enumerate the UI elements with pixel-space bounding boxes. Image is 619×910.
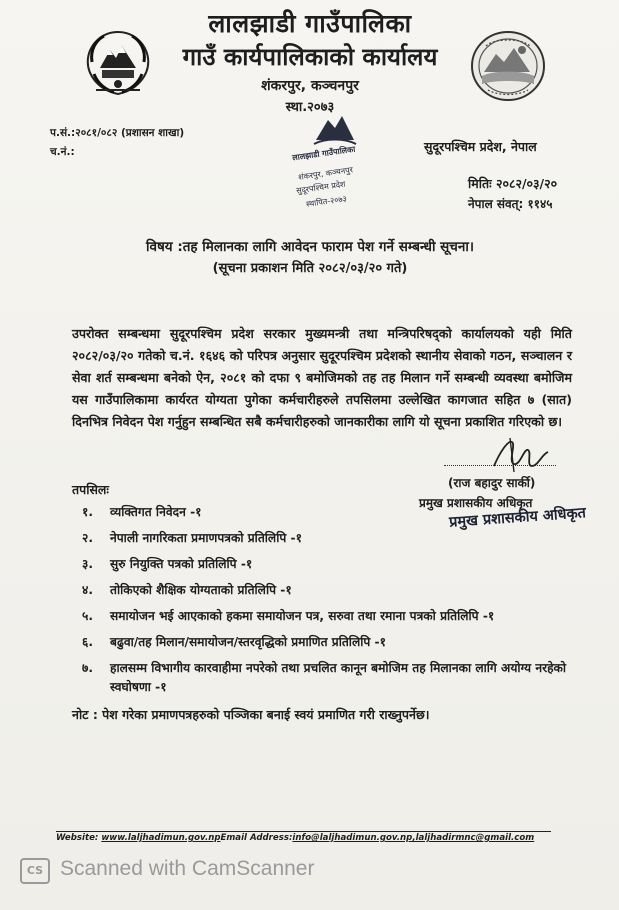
- item-number: ३.: [82, 557, 93, 571]
- tapasil-label: तपसिलः: [72, 482, 109, 497]
- stamp-line3: सुदूरपश्चिम प्रदेश: [295, 179, 346, 196]
- stamp-line2: शंकरपुर, कञ्चनपुर: [297, 165, 354, 182]
- office-name-line2: गाउँ कार्यपालिकाको कार्यालय: [182, 43, 438, 71]
- province-name: सुदूरपश्चिम प्रदेश, नेपाल: [424, 139, 537, 154]
- item-text: नेपाली नागरिकता प्रमाणपत्रको प्रतिलिपि -१: [110, 531, 302, 545]
- stamp-line1: लालझाडी गाउँपालिका: [291, 144, 356, 163]
- list-item: [82, 581, 572, 600]
- list-item: [82, 659, 572, 697]
- item-number: २.: [82, 531, 93, 545]
- item-number: ५.: [82, 609, 93, 623]
- email-label: Email Address:: [220, 833, 293, 843]
- list-item: [82, 607, 572, 626]
- established-year: स्था.२०७३: [285, 100, 335, 115]
- municipality-logo-icon: [468, 28, 548, 104]
- item-number: ६.: [82, 635, 93, 649]
- document-list: [82, 503, 572, 704]
- website-link[interactable]: www.laljhadimun.gov.np: [101, 833, 221, 843]
- footer-divider: [56, 831, 551, 832]
- list-item: [82, 503, 572, 522]
- publish-date: (सूचना प्रकाशन मिति २०८२/०३/२० गते): [212, 261, 408, 276]
- list-item: [82, 529, 572, 548]
- notice-body: उपरोक्त सम्बन्धमा सुदूरपश्चिम प्रदेश सरकार मुख्यमन्त्री तथा मन्त्रिपरिषद्को कार्यालयको यही मिति २०८२/०३/२० गतेको च.नं. १६४६ को परिपत्र अनुसार सुदूरपश्चिम प्रदेशको स्थानीय सेवाको गठन, सञ्चालन र सेवा शर्त सम्बन्धमा बनेको ऐन, २०८१ को दफा ९ बमोजिमको तह तह मिलान गर्ने सम्बन्धी व्यवस्था बमोजिम यस गाउँपालिकामा कार्यरत योग्यता पुगेका कर्मचारीहरुले तपसिलमा उल्लेखित कागजात सहित ७ (सात) दिनभित्र निवेदन पेश गर्नुहुन सम्बन्धित सबै कर्मचारीहरुको जानकारीका लागि यो सूचना प्रकाशित गरिएको छ।: [72, 326, 572, 429]
- item-number: १.: [82, 505, 93, 519]
- signature-line: [444, 465, 556, 466]
- dispatch-number: च.नं.:: [50, 146, 75, 158]
- nepal-emblem-icon: [80, 28, 156, 98]
- signature-icon: [490, 432, 552, 476]
- note-text: नोट : पेश गरेका प्रमाणपत्रहरुको पञ्जिका बनाई स्वयं प्रमाणित गरी राख्नुपर्नेछ।: [72, 707, 430, 722]
- item-text: बढुवा/तह मिलान/समायोजन/स्तरवृद्धिको प्रमाणित प्रतिलिपि -१: [110, 635, 386, 649]
- nepal-sambat-date: नेपाल संवत्: ११४५: [468, 197, 553, 211]
- item-text: हालसम्म विभागीय कारवाहीमा नपरेको तथा प्रचलित कानून बमोजिम तह मिलानका लागि अयोग्य नरहेको स्वघोषणा -१: [110, 661, 567, 694]
- list-item: [82, 633, 572, 652]
- letter-date: मितिः २०८२/०३/२०: [468, 176, 558, 191]
- item-text: व्यक्तिगत निवेदन -१: [110, 505, 202, 519]
- item-text: तोकिएको शैक्षिक योग्यताको प्रतिलिपि -१: [110, 583, 292, 597]
- signatory-name: (राज बहादुर सार्की): [448, 476, 536, 490]
- office-name-line1: लालझाडी गाउँपालिका: [208, 9, 412, 38]
- office-address: शंकरपुर, कञ्चनपुर: [261, 78, 359, 94]
- camscanner-logo-icon: CS: [20, 858, 50, 884]
- item-text: समायोजन भई आएकाको हकमा समायोजन पत्र, सरुवा तथा रमाना पत्रको प्रतिलिपि -१: [110, 609, 495, 623]
- camscanner-watermark: Scanned with CamScanner: [60, 857, 315, 880]
- list-item: [82, 555, 572, 574]
- website-label: Website:: [56, 833, 99, 843]
- item-number: ७.: [82, 661, 93, 675]
- office-stamp: [290, 110, 380, 220]
- subject-title: विषय :तह मिलानका लागि आवेदन फाराम पेश गर्ने सम्बन्धी सूचना।: [146, 239, 474, 255]
- signatory-stamp: प्रमुख प्रशासकीय अधिकृत: [448, 505, 587, 531]
- footer-contact: [56, 833, 556, 843]
- letter-number: प.सं.:२०८१/०८२ (प्रशासन शाखा): [50, 127, 185, 139]
- item-text: सुरु नियुक्ति पत्रको प्रतिलिपि -१: [110, 557, 253, 571]
- signatory-title: प्रमुख प्रशासकीय अधिकृत: [419, 496, 533, 510]
- stamp-line4: स्थापित-२०७३: [305, 194, 348, 209]
- item-number: ४.: [82, 583, 93, 597]
- email-link[interactable]: info@laljhadimun.gov.np,laljhadirmnc@gmail.com: [292, 833, 535, 843]
